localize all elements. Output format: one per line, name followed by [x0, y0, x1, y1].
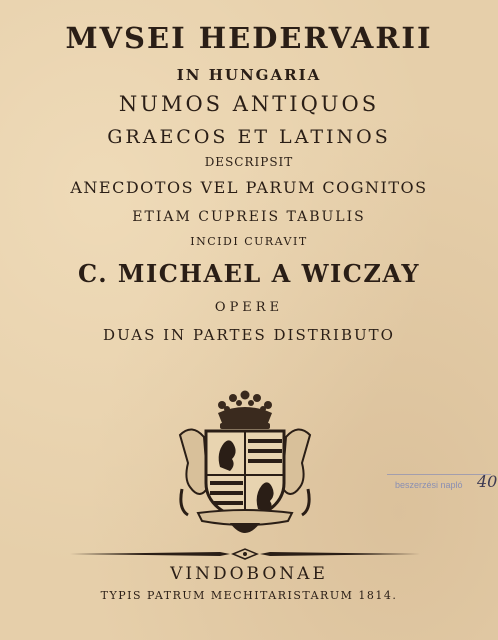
- incidi-line: INCIDI CURAVIT: [190, 235, 308, 248]
- location-line: IN HUNGARIA: [176, 66, 322, 84]
- stamp-text: beszerzési napló: [395, 480, 463, 490]
- imprint-line: TYPIS PATRUM MECHITARISTARUM 1814.: [100, 589, 398, 602]
- numos-line: NUMOS ANTIQUOS: [118, 92, 380, 116]
- opere-line: OPERE: [214, 300, 284, 315]
- etiam-line: ETIAM CUPREIS TABULIS: [132, 209, 366, 225]
- decorative-rule: [70, 548, 420, 560]
- descripsit-line: DESCRIPSIT: [204, 155, 294, 169]
- book-title: MVSEI HEDERVARII: [65, 21, 433, 55]
- author-line: C. MICHAEL A WICZAY: [78, 259, 420, 288]
- place-line: VINDOBONAE: [170, 564, 328, 584]
- stamp-frame: [387, 446, 491, 475]
- anecdotos-line: ANECDOTOS VEL PARUM COGNITOS: [70, 178, 428, 197]
- graecos-line: GRAECOS ET LATINOS: [107, 126, 391, 148]
- stamp-number: 40: [477, 472, 498, 491]
- duas-line: DUAS IN PARTES DISTRIBUTO: [103, 326, 395, 344]
- coat-of-arms-icon: [170, 383, 320, 543]
- library-stamp: [383, 446, 498, 498]
